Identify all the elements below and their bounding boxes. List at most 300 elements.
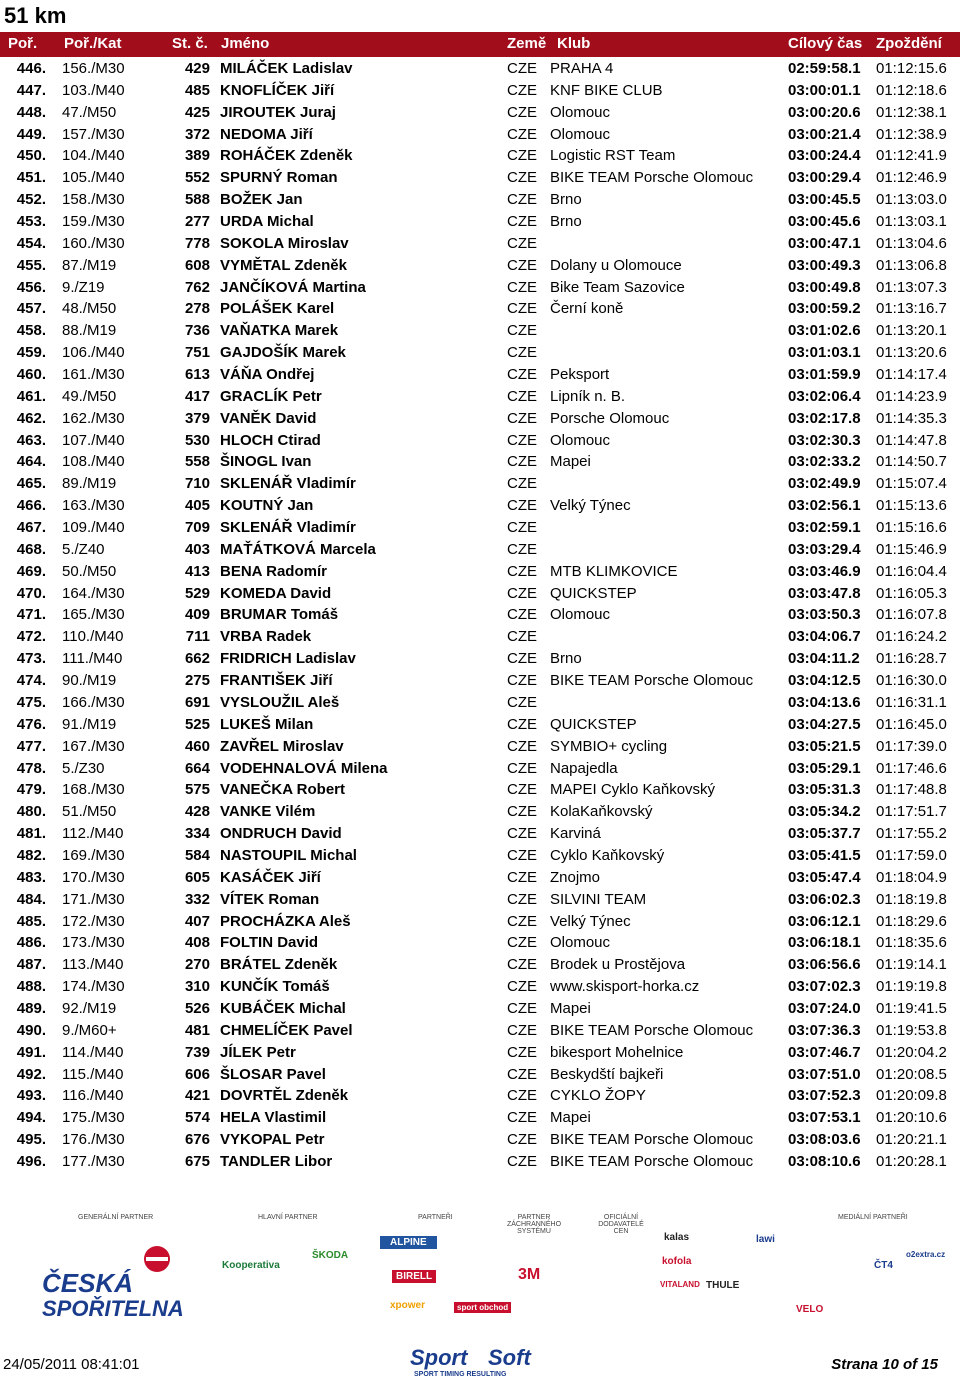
cell-delay: 01:16:04.4 (876, 562, 947, 580)
cell-rank: 484. (16, 890, 46, 908)
cell-category: 168./M30 (62, 781, 125, 799)
cell-rank: 480. (16, 803, 46, 821)
cell-country: CZE (507, 234, 537, 252)
cell-delay: 01:16:45.0 (876, 715, 947, 733)
cell-category: 115./M40 (62, 1065, 124, 1083)
cell-start-number: 558 (184, 453, 210, 471)
cell-name: JIROUTEK Juraj (220, 103, 336, 121)
cell-category: 159./M30 (62, 213, 125, 231)
cell-start-number: 332 (184, 890, 210, 908)
cell-category: 163./M30 (62, 497, 125, 515)
cell-start-number: 613 (184, 366, 210, 384)
cell-finish-time: 03:00:49.8 (788, 278, 861, 296)
cell-rank: 489. (16, 999, 46, 1017)
cell-country: CZE (507, 999, 537, 1017)
cell-rank: 452. (16, 191, 46, 209)
cell-rank: 477. (16, 737, 46, 755)
cell-delay: 01:20:10.6 (876, 1109, 947, 1127)
cell-country: CZE (507, 562, 537, 580)
cell-club: Napajedla (550, 759, 618, 777)
cell-category: 9./Z19 (62, 278, 105, 296)
cell-delay: 01:16:30.0 (876, 672, 947, 690)
cell-club: Olomouc (550, 606, 611, 624)
cell-country: CZE (507, 737, 537, 755)
table-row (0, 626, 960, 648)
table-row (0, 451, 960, 473)
cell-finish-time: 03:03:50.3 (788, 606, 861, 624)
cell-rank: 457. (16, 300, 46, 318)
cell-finish-time: 03:03:46.9 (788, 562, 861, 580)
cell-category: 174./M30 (62, 978, 125, 996)
cell-delay: 01:20:08.5 (876, 1065, 947, 1083)
cell-rank: 479. (16, 781, 46, 799)
cell-category: 173./M30 (62, 934, 125, 952)
cell-name: VANKE Vilém (220, 803, 316, 821)
table-row (0, 823, 960, 845)
cell-name: SKLENÁŘ Vladimír (220, 475, 356, 493)
cell-finish-time: 03:00:45.6 (788, 213, 861, 231)
skoda-logo: ŠKODA (312, 1250, 349, 1261)
cell-start-number: 676 (184, 1131, 210, 1149)
table-row (0, 124, 960, 146)
cell-delay: 01:15:16.6 (876, 519, 947, 537)
cell-name: URDA Michal (220, 213, 314, 231)
cell-club: SILVINI TEAM (550, 890, 647, 908)
cell-delay: 01:17:39.0 (876, 737, 947, 755)
cell-start-number: 278 (184, 300, 210, 318)
cell-rank: 490. (16, 1021, 46, 1039)
cell-category: 47./M50 (62, 103, 117, 121)
cell-delay: 01:16:07.8 (876, 606, 947, 624)
cell-club: Bike Team Sazovice (550, 278, 685, 296)
cell-name: GAJDOŠÍK Marek (220, 344, 346, 362)
print-timestamp: 24/05/2011 08:41:01 (3, 1356, 140, 1373)
table-row (0, 145, 960, 167)
cell-country: CZE (507, 650, 537, 668)
cell-category: 176./M30 (62, 1131, 125, 1149)
cell-category: 114./M40 (62, 1043, 124, 1061)
cell-delay: 01:14:35.3 (876, 409, 947, 427)
cell-start-number: 605 (184, 868, 210, 886)
cell-start-number: 275 (184, 672, 210, 690)
cell-club: QUICKSTEP (550, 715, 637, 733)
cell-finish-time: 03:04:11.2 (788, 650, 860, 668)
cell-country: CZE (507, 540, 537, 558)
cell-rank: 454. (16, 234, 46, 252)
cell-delay: 01:19:53.8 (876, 1021, 947, 1039)
cell-name: KUNČÍK Tomáš (220, 978, 330, 996)
table-row (0, 932, 960, 954)
cell-club: Brno (550, 213, 582, 231)
cell-club: SYMBIO+ cycling (550, 737, 668, 755)
cell-rank: 461. (16, 387, 46, 405)
cell-club: QUICKSTEP (550, 584, 637, 602)
table-row (0, 233, 960, 255)
cell-finish-time: 03:05:34.2 (788, 803, 861, 821)
cell-finish-time: 03:03:47.8 (788, 584, 861, 602)
cell-finish-time: 03:05:21.5 (788, 737, 861, 755)
header-delay: Zpoždění (876, 35, 942, 52)
cell-club: Brodek u Prostějova (550, 956, 686, 974)
cell-name: PROCHÁZKA Aleš (220, 912, 351, 930)
cell-country: CZE (507, 978, 537, 996)
cell-name: LUKEŠ Milan (220, 715, 314, 733)
cell-rank: 486. (16, 934, 46, 952)
cell-start-number: 525 (184, 715, 210, 733)
cell-country: CZE (507, 103, 537, 121)
cell-delay: 01:17:59.0 (876, 846, 947, 864)
cell-rank: 464. (16, 453, 46, 471)
cell-rank: 492. (16, 1065, 46, 1083)
cell-delay: 01:13:03.0 (876, 191, 947, 209)
cell-finish-time: 03:00:49.3 (788, 256, 861, 274)
cell-club: Dolany u Olomouce (550, 256, 682, 274)
cell-name: MAŤÁTKOVÁ Marcela (220, 540, 376, 558)
sporitelna-logo-line2: SPOŘITELNA (42, 1296, 184, 1321)
cell-name: KOUTNÝ Jan (220, 497, 314, 515)
cell-finish-time: 03:01:59.9 (788, 366, 861, 384)
cell-category: 5./Z40 (62, 540, 105, 558)
cell-finish-time: 03:07:46.7 (788, 1043, 861, 1061)
cell-finish-time: 03:04:13.6 (788, 693, 861, 711)
cell-delay: 01:13:20.1 (876, 322, 947, 340)
cell-finish-time: 03:00:20.6 (788, 103, 861, 121)
cell-delay: 01:13:03.1 (876, 213, 947, 231)
thule-logo: THULE (706, 1280, 740, 1291)
cell-category: 157./M30 (62, 125, 125, 143)
results-table (0, 58, 960, 1173)
cell-start-number: 662 (184, 650, 210, 668)
sporitelna-emblem-icon (142, 1244, 172, 1274)
cell-finish-time: 03:05:29.1 (788, 759, 861, 777)
cell-rank: 468. (16, 540, 46, 558)
cell-name: FRANTIŠEK Jiří (220, 672, 333, 690)
sportsoft-tagline: SPORT TIMING RESULTING (414, 1371, 507, 1378)
cell-category: 89./M19 (62, 475, 117, 493)
sponsor-bar (0, 1210, 960, 1335)
cell-country: CZE (507, 956, 537, 974)
cell-delay: 01:15:13.6 (876, 497, 947, 515)
header-country: Země (507, 35, 547, 52)
cell-country: CZE (507, 431, 537, 449)
cell-category: 166./M30 (62, 693, 125, 711)
cell-name: ROHÁČEK Zdeněk (220, 147, 353, 165)
table-row (0, 889, 960, 911)
cell-name: VYKOPAL Petr (220, 1131, 325, 1149)
cell-country: CZE (507, 912, 537, 930)
cell-rank: 470. (16, 584, 46, 602)
cell-name: SOKOLA Miroslav (220, 234, 349, 252)
cell-club: Znojmo (550, 868, 601, 886)
cell-name: FRIDRICH Ladislav (220, 650, 356, 668)
cell-finish-time: 03:07:52.3 (788, 1087, 861, 1105)
cell-name: CHMELÍČEK Pavel (220, 1021, 353, 1039)
cell-name: KOMEDA David (220, 584, 332, 602)
cell-finish-time: 03:02:17.8 (788, 409, 861, 427)
cell-country: CZE (507, 759, 537, 777)
cell-club: Velký Týnec (550, 912, 631, 930)
cell-country: CZE (507, 1065, 537, 1083)
cell-rank: 485. (16, 912, 46, 930)
cell-country: CZE (507, 1131, 537, 1149)
cell-country: CZE (507, 846, 537, 864)
lawi-logo: lawi (756, 1234, 775, 1245)
header-start-number: St. č. (172, 35, 208, 52)
cell-name: KNOFLÍČEK Jiří (220, 81, 335, 99)
cell-rank: 455. (16, 256, 46, 274)
cell-name: VÍTEK Roman (220, 890, 320, 908)
table-row (0, 648, 960, 670)
cell-name: POLÁŠEK Karel (220, 300, 335, 318)
cell-rank: 475. (16, 693, 46, 711)
vitaland-logo: VITALAND (660, 1280, 700, 1289)
cell-club: BIKE TEAM Porsche Olomouc (550, 672, 754, 690)
cell-start-number: 372 (184, 125, 210, 143)
cell-delay: 01:20:09.8 (876, 1087, 947, 1105)
cell-club: KolaKaňkovský (550, 803, 653, 821)
cell-start-number: 270 (184, 956, 210, 974)
cell-rank: 491. (16, 1043, 46, 1061)
cell-category: 177./M30 (62, 1152, 125, 1170)
table-row (0, 1129, 960, 1151)
table-row (0, 80, 960, 102)
table-row (0, 670, 960, 692)
cell-country: CZE (507, 1152, 537, 1170)
cell-finish-time: 03:06:56.6 (788, 956, 861, 974)
cell-start-number: 608 (184, 256, 210, 274)
table-row (0, 692, 960, 714)
cell-country: CZE (507, 387, 537, 405)
cell-club: Lipník n. B. (550, 387, 626, 405)
cell-name: VAŇATKA Marek (220, 322, 339, 340)
cell-delay: 01:13:20.6 (876, 344, 947, 362)
cell-finish-time: 03:08:03.6 (788, 1131, 861, 1149)
cell-start-number: 529 (184, 584, 210, 602)
cell-country: CZE (507, 519, 537, 537)
cell-category: 9./M60+ (62, 1021, 117, 1039)
cell-name: ONDRUCH David (220, 825, 342, 843)
cell-start-number: 310 (184, 978, 210, 996)
cell-delay: 01:20:28.1 (876, 1152, 947, 1170)
table-row (0, 1085, 960, 1107)
cell-finish-time: 03:00:29.4 (788, 169, 861, 187)
cell-delay: 01:16:31.1 (876, 693, 947, 711)
cell-delay: 01:20:04.2 (876, 1043, 947, 1061)
ct4-logo: ČT4 (874, 1260, 893, 1271)
sponsor-label-partners: PARTNEŘI (418, 1214, 453, 1221)
cell-rank: 453. (16, 213, 46, 231)
cell-finish-time: 03:00:21.4 (788, 125, 861, 143)
cell-rank: 460. (16, 366, 46, 384)
cell-delay: 01:16:24.2 (876, 628, 947, 646)
cell-country: CZE (507, 322, 537, 340)
cell-country: CZE (507, 213, 537, 231)
cell-club: bikesport Mohelnice (550, 1043, 684, 1061)
cell-finish-time: 03:07:53.1 (788, 1109, 861, 1127)
cell-country: CZE (507, 300, 537, 318)
cell-club: Karviná (550, 825, 601, 843)
cell-start-number: 606 (184, 1065, 210, 1083)
sponsor-label-main: HLAVNÍ PARTNER (258, 1214, 318, 1221)
cell-country: CZE (507, 825, 537, 843)
cell-category: 156./M30 (62, 60, 125, 77)
cell-country: CZE (507, 934, 537, 952)
cell-start-number: 552 (184, 169, 210, 187)
cell-start-number: 530 (184, 431, 210, 449)
cell-category: 109./M40 (62, 519, 125, 537)
cell-rank: 458. (16, 322, 46, 340)
sportsoft-logo-sport: Sport (410, 1345, 468, 1370)
cell-delay: 01:19:41.5 (876, 999, 947, 1017)
cell-rank: 459. (16, 344, 46, 362)
cell-category: 167./M30 (62, 737, 125, 755)
cell-country: CZE (507, 781, 537, 799)
cell-category: 160./M30 (62, 234, 125, 252)
cell-start-number: 405 (184, 497, 210, 515)
cell-name: MILÁČEK Ladislav (220, 60, 353, 77)
ceska-sporitelna-logo (42, 1244, 192, 1324)
cell-finish-time: 03:07:51.0 (788, 1065, 861, 1083)
cell-country: CZE (507, 409, 537, 427)
sponsor-label-rescue: PARTNER ZÁCHRANNÉHO SYSTÉMU (506, 1214, 562, 1235)
cell-country: CZE (507, 803, 537, 821)
cell-country: CZE (507, 278, 537, 296)
cell-delay: 01:12:18.6 (876, 81, 947, 99)
cell-name: KUBÁČEK Michal (220, 999, 346, 1017)
cell-country: CZE (507, 628, 537, 646)
cell-country: CZE (507, 715, 537, 733)
header-rank: Poř. (8, 35, 38, 52)
cell-start-number: 277 (184, 213, 210, 231)
cell-category: 111./M40 (62, 650, 123, 668)
sponsor-label-media: MEDIÁLNÍ PARTNEŘI (838, 1214, 908, 1221)
cell-club: Logistic RST Team (550, 147, 676, 165)
cell-country: CZE (507, 1087, 537, 1105)
cell-start-number: 675 (184, 1152, 210, 1170)
table-row (0, 167, 960, 189)
cell-finish-time: 03:08:10.6 (788, 1152, 861, 1170)
cell-start-number: 425 (184, 103, 210, 121)
cell-club: Peksport (550, 366, 610, 384)
cell-club: Brno (550, 650, 582, 668)
cell-start-number: 574 (184, 1109, 210, 1127)
cell-start-number: 421 (184, 1087, 210, 1105)
cell-start-number: 403 (184, 540, 210, 558)
cell-category: 91./M19 (62, 715, 117, 733)
cell-start-number: 417 (184, 387, 210, 405)
cell-rank: 483. (16, 868, 46, 886)
cell-name: KASÁČEK Jiří (220, 868, 321, 886)
table-row (0, 604, 960, 626)
cell-rank: 472. (16, 628, 46, 646)
table-row (0, 58, 960, 80)
cell-country: CZE (507, 584, 537, 602)
cell-delay: 01:18:19.8 (876, 890, 947, 908)
table-row (0, 386, 960, 408)
header-finish-time: Cílový čas (788, 35, 863, 52)
cell-club: MTB KLIMKOVICE (550, 562, 678, 580)
cell-finish-time: 03:05:47.4 (788, 868, 861, 886)
cell-finish-time: 03:07:36.3 (788, 1021, 861, 1039)
cell-rank: 447. (16, 81, 46, 99)
cell-club: Olomouc (550, 431, 611, 449)
kalas-logo: kalas (664, 1232, 690, 1243)
cell-finish-time: 03:05:41.5 (788, 846, 861, 864)
cell-name: ZAVŘEL Miroslav (220, 737, 344, 755)
cell-rank: 456. (16, 278, 46, 296)
cell-rank: 478. (16, 759, 46, 777)
cell-category: 90./M19 (62, 672, 117, 690)
cell-rank: 465. (16, 475, 46, 493)
kooperativa-logo: Kooperativa (222, 1260, 280, 1271)
table-row (0, 714, 960, 736)
cell-name: DOVRTĚL Zdeněk (220, 1087, 349, 1105)
alpine-logo: ALPINE (380, 1236, 437, 1249)
cell-club: PRAHA 4 (550, 60, 614, 77)
cell-rank: 476. (16, 715, 46, 733)
cell-club: Mapei (550, 999, 591, 1017)
cell-club: BIKE TEAM Porsche Olomouc (550, 1152, 754, 1170)
cell-start-number: 711 (185, 628, 210, 646)
cell-delay: 01:17:51.7 (876, 803, 947, 821)
cell-club: Olomouc (550, 125, 611, 143)
table-row (0, 583, 960, 605)
birell-logo: BIRELL (392, 1270, 436, 1283)
cell-delay: 01:18:35.6 (876, 934, 947, 952)
sportsoft-logo-soft: Soft (488, 1345, 531, 1370)
cell-delay: 01:17:48.8 (876, 781, 947, 799)
table-row (0, 561, 960, 583)
cell-finish-time: 03:06:02.3 (788, 890, 861, 908)
cell-name: VYMĚTAL Zdeněk (220, 256, 347, 274)
cell-finish-time: 03:05:31.3 (788, 781, 861, 799)
cell-category: 172./M30 (62, 912, 125, 930)
cell-rank: 463. (16, 431, 46, 449)
cell-start-number: 751 (184, 344, 210, 362)
sportsoft-logo (410, 1345, 550, 1381)
cell-start-number: 379 (184, 409, 210, 427)
o2extra-logo: o2extra.cz (906, 1250, 946, 1259)
cell-delay: 01:14:47.8 (876, 431, 947, 449)
cell-finish-time: 02:59:58.1 (788, 60, 861, 77)
cell-delay: 01:19:14.1 (876, 956, 947, 974)
table-row (0, 845, 960, 867)
cell-category: 87./M19 (62, 256, 117, 274)
cell-finish-time: 03:06:18.1 (788, 934, 861, 952)
cell-delay: 01:12:38.9 (876, 125, 947, 143)
cell-rank: 448. (16, 103, 46, 121)
cell-country: CZE (507, 81, 537, 99)
cell-finish-time: 03:00:45.5 (788, 191, 861, 209)
cell-rank: 449. (16, 125, 46, 143)
cell-finish-time: 03:00:59.2 (788, 300, 861, 318)
cell-rank: 481. (16, 825, 46, 843)
cell-rank: 469. (16, 562, 46, 580)
cell-category: 165./M30 (62, 606, 125, 624)
table-row (0, 736, 960, 758)
table-row (0, 430, 960, 452)
cell-start-number: 428 (184, 803, 210, 821)
cell-name: NEDOMA Jiří (220, 125, 313, 143)
cell-delay: 01:16:05.3 (876, 584, 947, 602)
cell-category: 162./M30 (62, 409, 125, 427)
cell-rank: 482. (16, 846, 46, 864)
table-row (0, 954, 960, 976)
cell-club: BIKE TEAM Porsche Olomouc (550, 1131, 754, 1149)
cell-start-number: 408 (184, 934, 210, 952)
cell-club: KNF BIKE CLUB (550, 81, 663, 99)
cell-club: Mapei (550, 1109, 591, 1127)
